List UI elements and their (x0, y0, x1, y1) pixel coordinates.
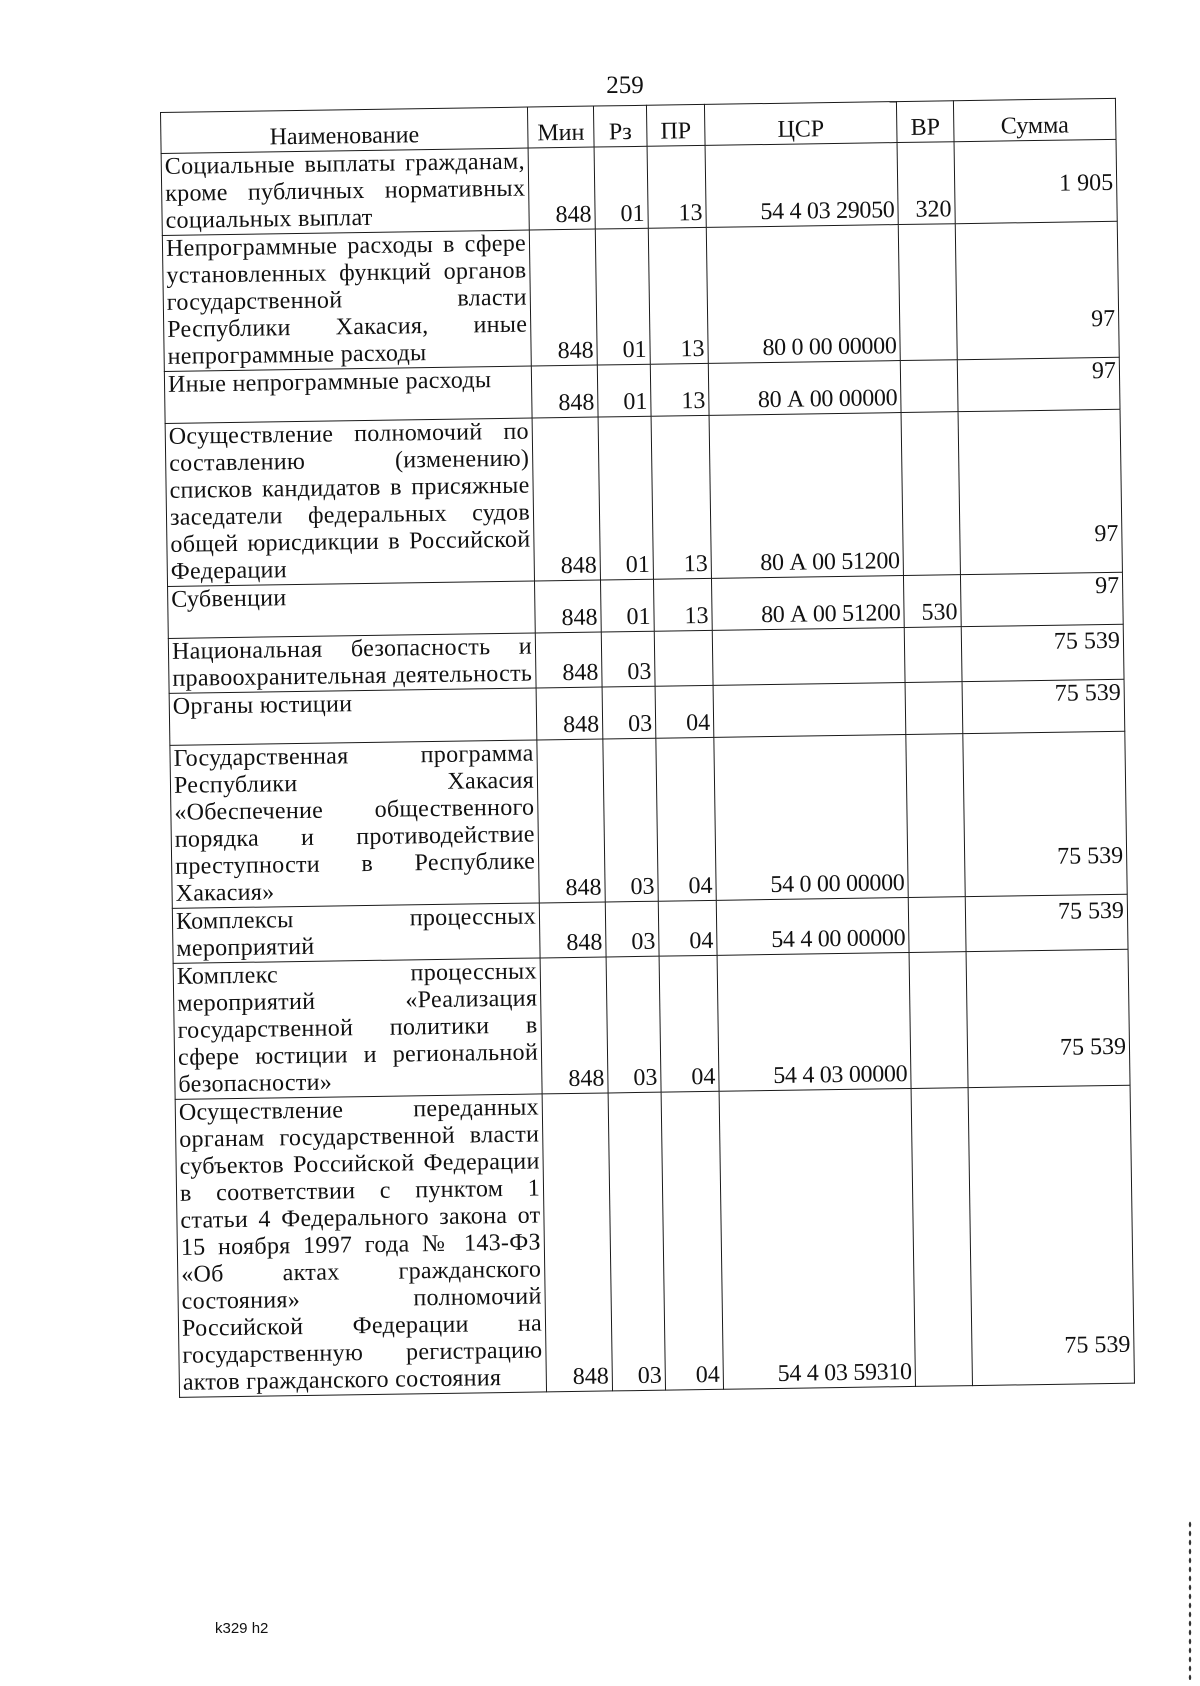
row-vr (898, 224, 957, 361)
row-name: Государственная программа Республики Хакасия «Обеспечение общественного порядка и противодействие преступности в Республике Хакасия» (170, 740, 539, 908)
header-sum: Сумма (953, 98, 1116, 141)
row-min: 848 (540, 957, 608, 1094)
row-csr (712, 628, 905, 686)
row-rz: 01 (598, 416, 653, 580)
row-pr: 04 (661, 1091, 723, 1390)
row-csr: 54 4 03 29050 (705, 143, 898, 228)
row-csr (713, 683, 906, 738)
table-row (170, 731, 1127, 908)
row-min: 848 (534, 580, 601, 633)
row-name: Комплексы процессных мероприятий (172, 903, 540, 963)
row-csr: 80 А 00 51200 (711, 576, 904, 631)
row-name: Социальные выплаты гражданам, кроме публичных нормативных социальных выплат (161, 148, 529, 235)
table-row (173, 949, 1130, 1099)
row-rz: 03 (608, 1092, 665, 1391)
row-sum: 75 539 (965, 894, 1128, 951)
row-sum: 75 539 (966, 949, 1130, 1087)
row-sum: 1 905 (954, 139, 1117, 223)
row-sum: 97 (958, 409, 1122, 574)
row-pr: 13 (650, 363, 709, 416)
row-min: 848 (529, 229, 597, 366)
row-vr (905, 682, 963, 735)
row-pr (654, 630, 713, 686)
row-min: 848 (536, 687, 603, 740)
page-number: 259 (606, 72, 644, 99)
header-min: Мин (527, 106, 594, 148)
row-vr (904, 627, 962, 683)
row-pr: 13 (653, 578, 712, 631)
row-vr (911, 1088, 972, 1387)
table-row (162, 221, 1119, 371)
row-rz: 01 (597, 364, 651, 417)
budget-table-container (160, 98, 1134, 1398)
row-min: 848 (539, 902, 606, 958)
row-csr: 54 4 03 59310 (719, 1088, 915, 1389)
row-csr: 54 4 03 00000 (717, 952, 911, 1091)
row-rz: 03 (606, 956, 661, 1093)
row-vr (906, 734, 965, 898)
row-min: 848 (542, 1093, 612, 1392)
row-sum: 75 539 (961, 624, 1124, 681)
row-pr: 13 (647, 145, 706, 228)
row-pr: 04 (658, 900, 717, 956)
row-sum: 97 (957, 357, 1120, 411)
row-vr (900, 360, 958, 413)
row-sum: 75 539 (968, 1085, 1134, 1385)
row-rz: 03 (602, 686, 656, 739)
row-vr: 320 (897, 142, 955, 225)
row-rz: 01 (600, 579, 654, 632)
row-pr: 13 (648, 227, 708, 364)
row-rz: 03 (603, 738, 658, 902)
row-pr: 13 (651, 415, 711, 579)
footer-code: k329 h2 (215, 1620, 269, 1637)
row-vr: 530 (903, 575, 961, 628)
header-csr: ЦСР (704, 102, 897, 146)
row-csr: 80 А 00 00000 (708, 361, 901, 416)
header-vr: ВР (896, 101, 954, 143)
row-name: Иные непрограммные расходы (164, 366, 532, 423)
row-min: 848 (535, 632, 602, 688)
row-vr (909, 952, 968, 1089)
row-vr (908, 897, 966, 953)
table-row (165, 409, 1122, 586)
row-min: 848 (537, 739, 605, 903)
table-row (175, 1085, 1134, 1397)
row-pr: 04 (659, 955, 719, 1092)
header-pr: ПР (646, 104, 705, 146)
row-rz: 03 (601, 631, 655, 687)
row-pr: 04 (655, 685, 714, 738)
row-min: 848 (532, 417, 600, 581)
header-rz: Рз (593, 105, 647, 147)
scan-edge-dots (1188, 1520, 1192, 1680)
row-csr: 54 0 00 00000 (714, 735, 908, 901)
row-sum: 75 539 (963, 731, 1127, 896)
row-min: 848 (528, 147, 595, 230)
row-rz: 01 (594, 146, 648, 229)
row-sum: 75 539 (962, 679, 1125, 733)
header-name: Наименование (161, 107, 529, 153)
row-name: Осуществление переданных органам государственной власти субъектов Российской Федерации в соответствии с пунктом 1 статьи 4 Федерального закона от 15 ноября 1997 года № 143-ФЗ «Об актах гражданского состояния» полномочий Российской Федерации на государственную регистрацию актов гражданского состояния (175, 1094, 546, 1397)
row-name: Непрограммные расходы в сфере установленных функций органов государственной власти Республики Хакасия, иные непрограммные расходы (162, 230, 531, 371)
row-rz: 03 (605, 901, 659, 957)
row-name: Осуществление полномочий по составлению (изменению) списков кандидатов в присяжные заседатели федеральных судов общей юрисдикции в Российской Федерации (165, 418, 534, 586)
row-pr: 04 (656, 737, 716, 901)
table-row (161, 139, 1117, 235)
row-min: 848 (531, 365, 598, 418)
row-name: Национальная безопасность и правоохранительная деятельность (168, 633, 536, 693)
budget-table (160, 98, 1135, 1398)
row-sum: 97 (955, 221, 1119, 359)
row-csr: 54 4 00 00000 (716, 897, 909, 955)
row-vr (901, 412, 960, 576)
row-rz: 01 (595, 228, 650, 365)
row-csr: 80 А 00 51200 (709, 413, 903, 579)
row-name: Органы юстиции (169, 688, 537, 745)
row-sum: 97 (960, 572, 1123, 626)
row-name: Субвенции (168, 581, 536, 638)
row-name: Комплекс процессных мероприятий «Реализация государственной политики в сфере юстиции и региональной безопасности» (173, 958, 542, 1099)
row-csr: 80 0 00 00000 (706, 225, 900, 364)
